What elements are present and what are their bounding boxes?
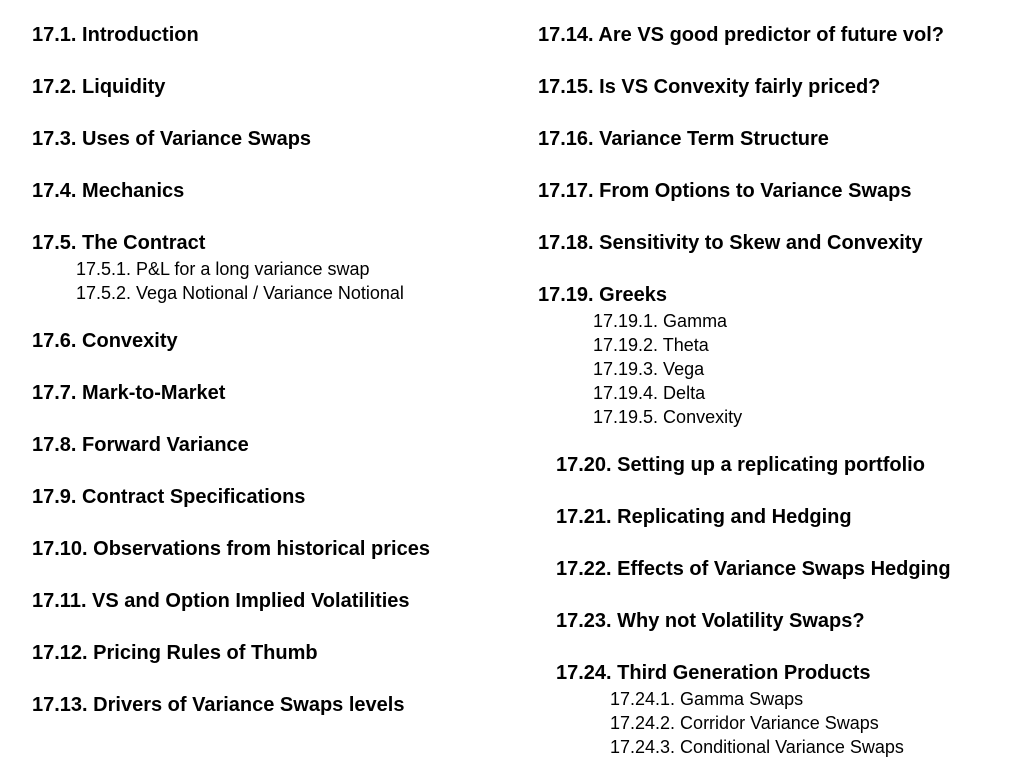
toc-item-17-4: 17.4. Mechanics bbox=[32, 180, 185, 202]
toc-subitem-17-5-1: 17.5.1. P&L for a long variance swap bbox=[76, 259, 370, 279]
toc-item-17-14: 17.14. Are VS good predictor of future vol? bbox=[538, 24, 944, 46]
toc-subitem-17-24-1: 17.24.1. Gamma Swaps bbox=[610, 689, 804, 709]
toc-item-17-8: 17.8. Forward Variance bbox=[32, 434, 249, 456]
toc-item-17-17: 17.17. From Options to Variance Swaps bbox=[538, 180, 912, 202]
toc-item-17-21: 17.21. Replicating and Hedging bbox=[556, 506, 852, 528]
toc-subitem-17-19-4: 17.19.4. Delta bbox=[593, 383, 706, 403]
toc-subitem-17-19-3: 17.19.3. Vega bbox=[593, 359, 705, 379]
toc-subitem-17-24-2: 17.24.2. Corridor Variance Swaps bbox=[610, 713, 879, 733]
toc-subitem-17-5-2: 17.5.2. Vega Notional / Variance Notional bbox=[76, 283, 404, 303]
toc-subitem-17-19-1: 17.19.1. Gamma bbox=[593, 311, 728, 331]
toc-item-17-9: 17.9. Contract Specifications bbox=[32, 486, 306, 508]
toc-item-17-24: 17.24. Third Generation Products bbox=[556, 662, 871, 684]
toc-item-17-13: 17.13. Drivers of Variance Swaps levels bbox=[32, 694, 405, 716]
toc-item-17-1: 17.1. Introduction bbox=[32, 24, 199, 46]
toc-item-17-20: 17.20. Setting up a replicating portfolio bbox=[556, 454, 925, 476]
toc-item-17-23: 17.23. Why not Volatility Swaps? bbox=[556, 610, 865, 632]
toc-item-17-7: 17.7. Mark-to-Market bbox=[32, 382, 226, 404]
toc-item-17-6: 17.6. Convexity bbox=[32, 330, 178, 352]
toc-item-17-10: 17.10. Observations from historical prices bbox=[32, 538, 430, 560]
toc-item-17-2: 17.2. Liquidity bbox=[32, 76, 166, 98]
toc-item-17-16: 17.16. Variance Term Structure bbox=[538, 128, 829, 150]
toc-subitem-17-24-3: 17.24.3. Conditional Variance Swaps bbox=[610, 737, 904, 757]
toc-item-17-5: 17.5. The Contract bbox=[32, 232, 206, 254]
toc-item-17-19: 17.19. Greeks bbox=[538, 284, 667, 306]
toc-item-17-22: 17.22. Effects of Variance Swaps Hedging bbox=[556, 558, 951, 580]
toc-item-17-15: 17.15. Is VS Convexity fairly priced? bbox=[538, 76, 881, 98]
toc-item-17-11: 17.11. VS and Option Implied Volatilities bbox=[32, 590, 410, 612]
toc-item-17-3: 17.3. Uses of Variance Swaps bbox=[32, 128, 312, 150]
toc-item-17-12: 17.12. Pricing Rules of Thumb bbox=[32, 642, 318, 664]
toc-subitem-17-19-5: 17.19.5. Convexity bbox=[593, 407, 743, 427]
toc-subitem-17-19-2: 17.19.2. Theta bbox=[593, 335, 709, 355]
toc-item-17-18: 17.18. Sensitivity to Skew and Convexity bbox=[538, 232, 923, 254]
